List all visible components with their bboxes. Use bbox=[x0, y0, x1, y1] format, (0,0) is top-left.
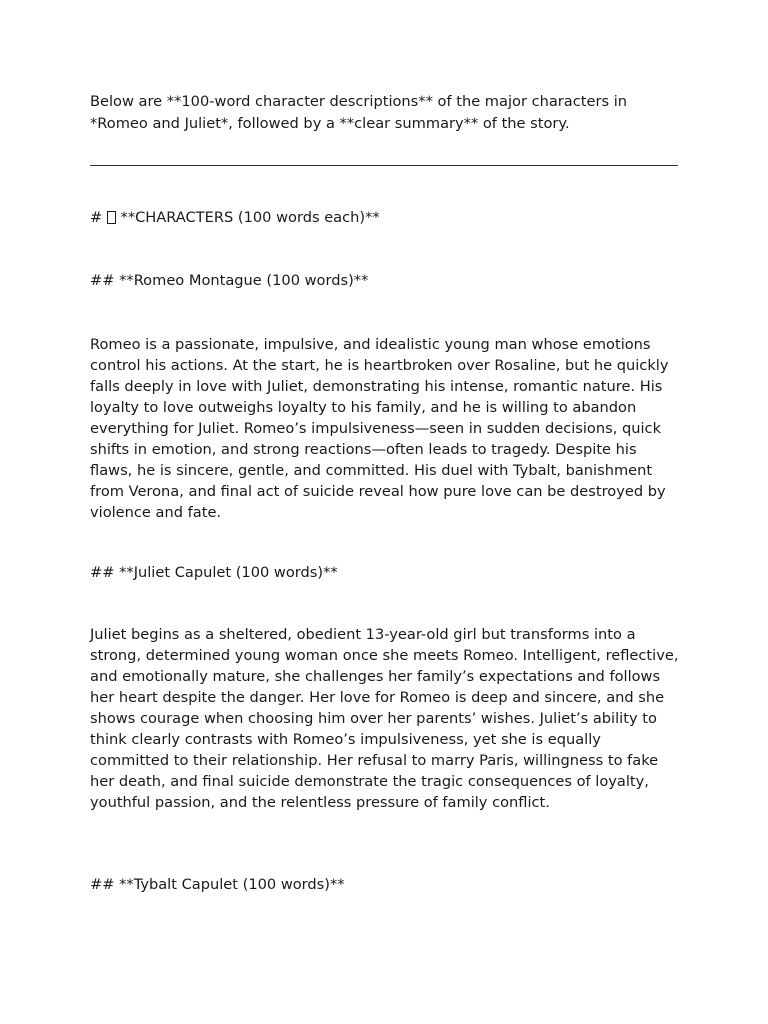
intro-paragraph: Below are **100-word character descriptions** of the major characters in *Romeo and Juliet*, followed by a **clear summary** of the story. bbox=[90, 93, 628, 132]
document-page bbox=[90, 91, 680, 893]
juliet-description: Juliet begins as a sheltered, obedient 13-year-old girl but transforms into a strong, determined young woman once she meets Romeo. Intelligent, reflective, and emotionally mature, she challenges her family’s expectations and follows her heart despite the danger. Her love for Romeo is deep and sincere, and she shows courage when choosing him over her parents’ wishes. Juliet’s ability to think clearly contrasts with Romeo’s impulsiveness, yet she is equally committed to their relationship. Her refusal to marry Paris, willingness to fake her death, and final suicide demonstrate the tragic consequences of loyalty, youthful passion, and the relentless pressure of family conflict. bbox=[90, 626, 679, 811]
romeo-heading: ## **Romeo Montague (100 words)** bbox=[90, 272, 369, 289]
heading-hash: # bbox=[90, 209, 103, 226]
missing-glyph-icon bbox=[107, 211, 116, 224]
horizontal-rule bbox=[90, 165, 678, 166]
characters-heading-text: **CHARACTERS (100 words each)** bbox=[120, 209, 380, 226]
juliet-heading: ## **Juliet Capulet (100 words)** bbox=[90, 564, 338, 581]
characters-heading bbox=[90, 207, 380, 229]
romeo-description: Romeo is a passionate, impulsive, and idealistic young man whose emotions control his actions. At the start, he is heartbroken over Rosaline, but he quickly falls deeply in love with Juliet, demonstrating his intense, romantic nature. His loyalty to love outweighs loyalty to his family, and he is willing to abandon everything for Juliet. Romeo’s impulsiveness—seen in sudden decisions, quick shifts in emotion, and strong reactions—often leads to tragedy. Despite his flaws, he is sincere, gentle, and committed. His duel with Tybalt, banishment from Verona, and final act of suicide reveal how pure love can be destroyed by violence and fate. bbox=[90, 336, 669, 521]
tybalt-heading: ## **Tybalt Capulet (100 words)** bbox=[90, 876, 345, 893]
